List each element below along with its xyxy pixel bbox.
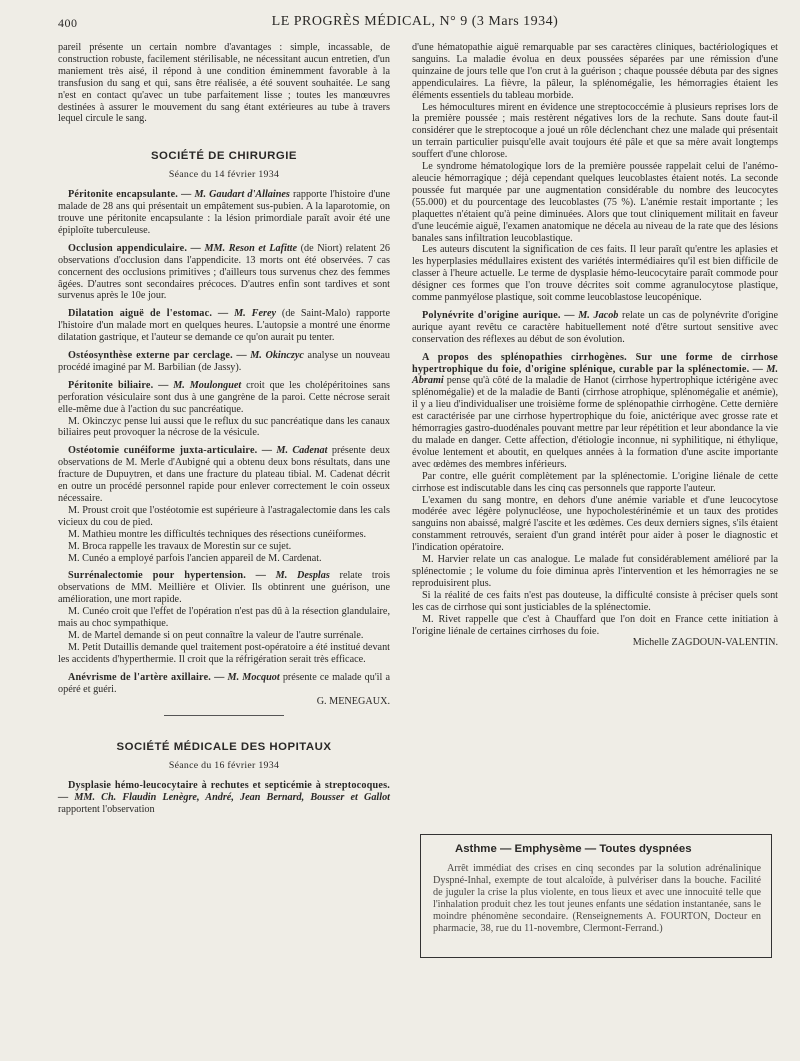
article-paragraph (412, 310, 778, 346)
article-heading: Péritonite encapsulante. (68, 189, 179, 201)
article-heading: A propos des splénopathies cirrhogènes. Sur une forme de cirrhose hypertrophique du foie, d'origine splénique, curable par la splénectomie. (412, 351, 778, 375)
article-paragraph (58, 308, 390, 344)
article-author: — M. Mocquot (214, 671, 280, 683)
page-number: 400 (58, 16, 78, 30)
article-paragraph (58, 780, 390, 816)
article-paragraph (58, 350, 390, 374)
body-paragraph: Par contre, elle guérit complètement par la splénectomie. L'origine liénale de cette cirrhose est indiscutable dans les cinq cas personnels que rapporte l'auteur. (412, 470, 778, 494)
discussion-paragraph: M. Petit Dutaillis demande quel traitement post-opératoire a été institué devant les accidents d'hyperthermie. Il croit que la réfrigération serait très efficace. (58, 641, 390, 665)
discussion-paragraph: M. Okinczyc pense lui aussi que le reflux du suc pancréatique dans les canaux biliaires peut provoquer la nécrose de la vésicule. (58, 415, 390, 439)
section-title-chirurgie: SOCIÉTÉ DE CHIRURGIE (150, 150, 298, 163)
article-text: pense qu'à côté de la maladie de Hanot (cirrhose hypertrophique ictérigène avec splénomégalie) et de la maladie de Banti (cirrhose atrophique, splénomégalie et anémie), il y a lieu d'individualiser une troisième forme de splénopathie cirrhogène. Cette dernière est caractérisée par une cirrhose hypertrophique du foie, anictérique avec grosse rate et hémorragies gastro-duodénales pouvant mettre par leur répétition et leur abondance la vie du malade en danger. Cette affection, d'étiologie inconnue, ni syphilitique, ni éthylique, évolue lentement et aboutit, en quelques années à la formation d'une ascite importante avec œdèmes des membres inférieurs. (412, 375, 778, 470)
advertisement-body: Arrêt immédiat des crises en cinq secondes par la solution adrénalinique Dyspné-Inhal, exempte de tout alcaloïde, à pulvériser dans la bouche. Facilité de juguler la crise la plus violente, en tous lieux et avec une innocuité telle que l'inhalation produit chez les tout jeunes enfants une sédation instantanée, sans le moindre phénomène secondaire. (Renseignements A. FOURTON, Docteur en pharmacie, 38, rue du 11-novembre, Clermont-Ferrand.) (433, 863, 761, 934)
report-signature: G. MENEGAUX. (316, 695, 390, 707)
discussion-paragraph: M. Harvier relate un cas analogue. Le malade fut considérablement amélioré par la splénectomie ; le volume du foie diminua après l'intervention et les hémorragies ne se reproduisirent plus. (412, 554, 778, 589)
article-text: présente deux observations de M. Merle d'Aubigné qui a obtenu deux bons résultats, dans une fracture de Dupuytren, et dans une fracture du plateau tibial. M. Cadenat décrit en outre un procédé personnel rapide pour enlever correctement le coin osseux nécessaire. (58, 445, 390, 504)
article-heading: Dysplasie hémo-leucocytaire à rechutes et septicémie à streptocoques. (68, 780, 390, 792)
article-paragraph (58, 380, 390, 416)
article-text: analyse un nouveau procédé imaginé par M. Barbilian (de Jassy). (58, 350, 391, 373)
article-text: croit que les cholépéritoines sans perforation vésiculaire sont dus à une gangrène de la paroi. Cette nécrose serait elle-même due à l'action du suc pancréatique. (58, 379, 390, 415)
article-text: (de Saint-Malo) rapporte l'histoire d'un malade mort en quelques heures. L'autopsie a montré une énorme dilatation gastrique, et l'auteur se demande ce qu'on aurait pu tenter. (58, 308, 390, 344)
article-heading: Occlusion appendiculaire. (68, 242, 188, 254)
article-author: — MM. Ch. Flaudin Lenègre, André, Jean Bernard, Bousser et Gallot (58, 792, 390, 804)
discussion-paragraph: M. Cunéo a employé parfois l'ancien appareil de M. Cardenat. (68, 552, 322, 564)
section-date-chirurgie: Séance du 14 février 1934 (168, 169, 280, 181)
running-header (58, 14, 772, 36)
article-heading: Péritonite biliaire. (68, 379, 154, 391)
discussion-paragraph: M. Proust croit que l'ostéotomie est supérieure à l'astragalectomie dans les cals vicieux du cou de pied. (58, 504, 390, 528)
article-paragraph (58, 672, 390, 696)
article-text: rapportent l'observation (58, 804, 155, 816)
report-signature: Michelle ZAGDOUN-VALENTIN. (632, 637, 778, 649)
discussion-paragraph: M. Rivet rappelle que c'est à Chauffard que l'on doit en France cette initiation à l'origine liénale de certaines cirrhoses du foie. (412, 613, 778, 637)
article-author: — M. Cadenat (261, 445, 328, 457)
article-text: rapporte l'histoire d'une malade de 28 ans qui présentait un empâtement sus-pubien. A la laparotomie, on trouve une péritonite encapsulante : la lésion primordiale paraît avoir été une épiploïte tuberculeuse. (58, 189, 390, 236)
article-heading: Ostéosynthèse externe par cerclage. (68, 350, 233, 362)
article-text: présente ce malade qu'il a opéré et guéri. (58, 671, 391, 695)
section-date-hopitaux: Séance du 16 février 1934 (168, 760, 280, 772)
article-paragraph (58, 189, 390, 237)
continued-paragraph: d'une hématopathie aiguë remarquable par ses caractères cliniques, bactériologiques et sanguins. La maladie évolua en deux poussées séparées par une rémission d'une quinzaine de jours telle que l'on crut à la guérison ; chaque poussée débuta par des signes appendiculaires. La fièvre, la pâleur, la splénomégalie, les hémorragies étaient les éléments essentiels du tableau morbide. (412, 42, 778, 101)
right-column (412, 42, 778, 649)
discussion-paragraph: M. Broca rappelle les travaux de Morestin sur ce sujet. (68, 540, 292, 552)
discussion-paragraph: M. de Martel demande si on peut connaître la valeur de l'autre surrénale. (68, 629, 364, 641)
article-heading: Dilatation aiguë de l'estomac. (68, 308, 213, 320)
article-author: — M. Jacob (564, 309, 619, 321)
article-author: — M. Desplas (255, 570, 330, 582)
article-heading: Ostéotomie cunéiforme juxta-articulaire. (68, 445, 258, 457)
body-paragraph: L'examen du sang montre, en dehors d'une anémie variable et d'une leucocytose modérée avec légère polynucléose, une hypocholestérinémie et un taux des protides sanguins non abaissé, malgré l'ascite et les œdèmes. Ces deux derniers signes, s'ils étaient constamment retrouvés, seraient d'un grand intérêt pour aider à poser le diagnostic et l'indication opératoire. (412, 494, 778, 554)
article-heading: Polynévrite d'origine aurique. (422, 309, 561, 321)
article-author: — M. Gaudart d'Allaines (181, 189, 290, 201)
article-text: (de Niort) relatent 26 observations d'occlusion dans l'appendicite. 13 morts ont été observées. 7 cas concernent des occlusions primitives ; d'ailleurs tous survenus chez des femmes âgées. D'autres sont secondaires précoces. D'autres enfin sont tardives et sont survenus après le 10e jour. (58, 242, 391, 302)
article-paragraph (58, 570, 390, 606)
article-author: — M. Okinczyc (236, 350, 304, 362)
section-divider (164, 715, 284, 716)
body-paragraph: Les auteurs discutent la signification de ces faits. Il leur paraît qu'entre les aplasies et les hyperplasies médullaires existent des variétés intermédiaires qu'il est bien difficile de classer à l'heure actuelle. Le terme de dysplasie hémo-leucocytaire paraît commode pour désigner ces formes que l'on trouve décrites soit comme agranulocytose plastique, comme panmyélose plastique, soit comme leucoblastose leucopénique. (412, 244, 778, 304)
left-column (58, 42, 390, 816)
article-paragraph (58, 445, 390, 505)
body-paragraph: Le syndrome hématologique lors de la première poussée rappelait celui de l'anémo-aleucie hémorragique ; déjà cependant quelques leucoblastes étaient notés. La seconde poussée fut marquée par une augmentation considérable du nombre des leucocytes (55.000) et du pourcentage des leucoblastes (75 %). L'anémie restait importante ; les plaquettes n'étaient qu'à peine diminuées. Alors que tout cliniquement militait en faveur d'une leucémie aiguë, l'examen anatomique ne décela au niveau de la rate que des lésions banales sans infiltration leucoblastique. (412, 161, 778, 244)
article-author: — MM. Reson et Lafitte (190, 242, 298, 254)
advertisement-title: Asthme — Emphysème — Toutes dyspnées (455, 843, 692, 855)
article-paragraph (58, 243, 390, 303)
section-title-hopitaux: SOCIÉTÉ MÉDICALE DES HOPITAUX (116, 741, 332, 754)
discussion-paragraph: M. Mathieu montre les difficultés techniques des résections cunéiformes. (68, 528, 366, 540)
article-text: relate un cas de polynévrite d'origine aurique ayant revêtu ce caractère habituellement noté d'être surtout sensitive avec conservation des réflexes au début de son évolution. (412, 309, 778, 345)
body-paragraph: Si la réalité de ces faits n'est pas douteuse, la difficulté consiste à préciser quels sont les cas de cirrhose qui sont justiciables de la splénectomie. (412, 589, 778, 613)
running-title: LE PROGRÈS MÉDICAL, N° 9 (3 Mars 1934) (271, 14, 559, 29)
article-text: relate trois observations de MM. Meillière et Olivier. Ils obtinrent une guérison, une amélioration, une mort rapide. (58, 570, 391, 606)
intro-paragraph: pareil présente un certain nombre d'avantages : simple, incassable, de construction robuste, facilement stérilisable, ne nécessitant aucun entretien, d'un maniement très aisé, il répond à une condition éminemment favorable à la transfusion du sang et qui, sans être réalisée, a été souvent souhaitée. Le sang n'est en contact qu'avec un tube parfaitement lisse ; toutes les manœuvres destinées à assurer le mouvement du sang étant extérieures au tube à travers lequel circule le sang. (58, 42, 390, 125)
article-heading: Anévrisme de l'artère axillaire. (68, 671, 212, 683)
discussion-paragraph: M. Cunéo croit que l'effet de l'opération n'est pas dû à la résection glandulaire, mais au choc sympathique. (58, 606, 390, 630)
article-author: — M. Moulonguet (158, 379, 242, 391)
article-paragraph (412, 352, 778, 471)
advertisement-box (420, 834, 772, 958)
article-author: — M. Abrami (412, 363, 779, 387)
article-author: — M. Ferey (218, 308, 276, 320)
article-heading: Surrénalectomie pour hypertension. (68, 570, 247, 582)
body-paragraph: Les hémocultures mirent en évidence une streptococcémie à plusieurs reprises lors de la première poussée ; mais restèrent négatives lors de la rechute. Sans doute faut-il considérer que le streptocoque a joué un rôle déclenchant chez une malade qui présentait un terrain particulier puisqu'elle avait toujours été pâle et que sa mère avait longtemps souffert d'une chlorose. (412, 101, 778, 161)
